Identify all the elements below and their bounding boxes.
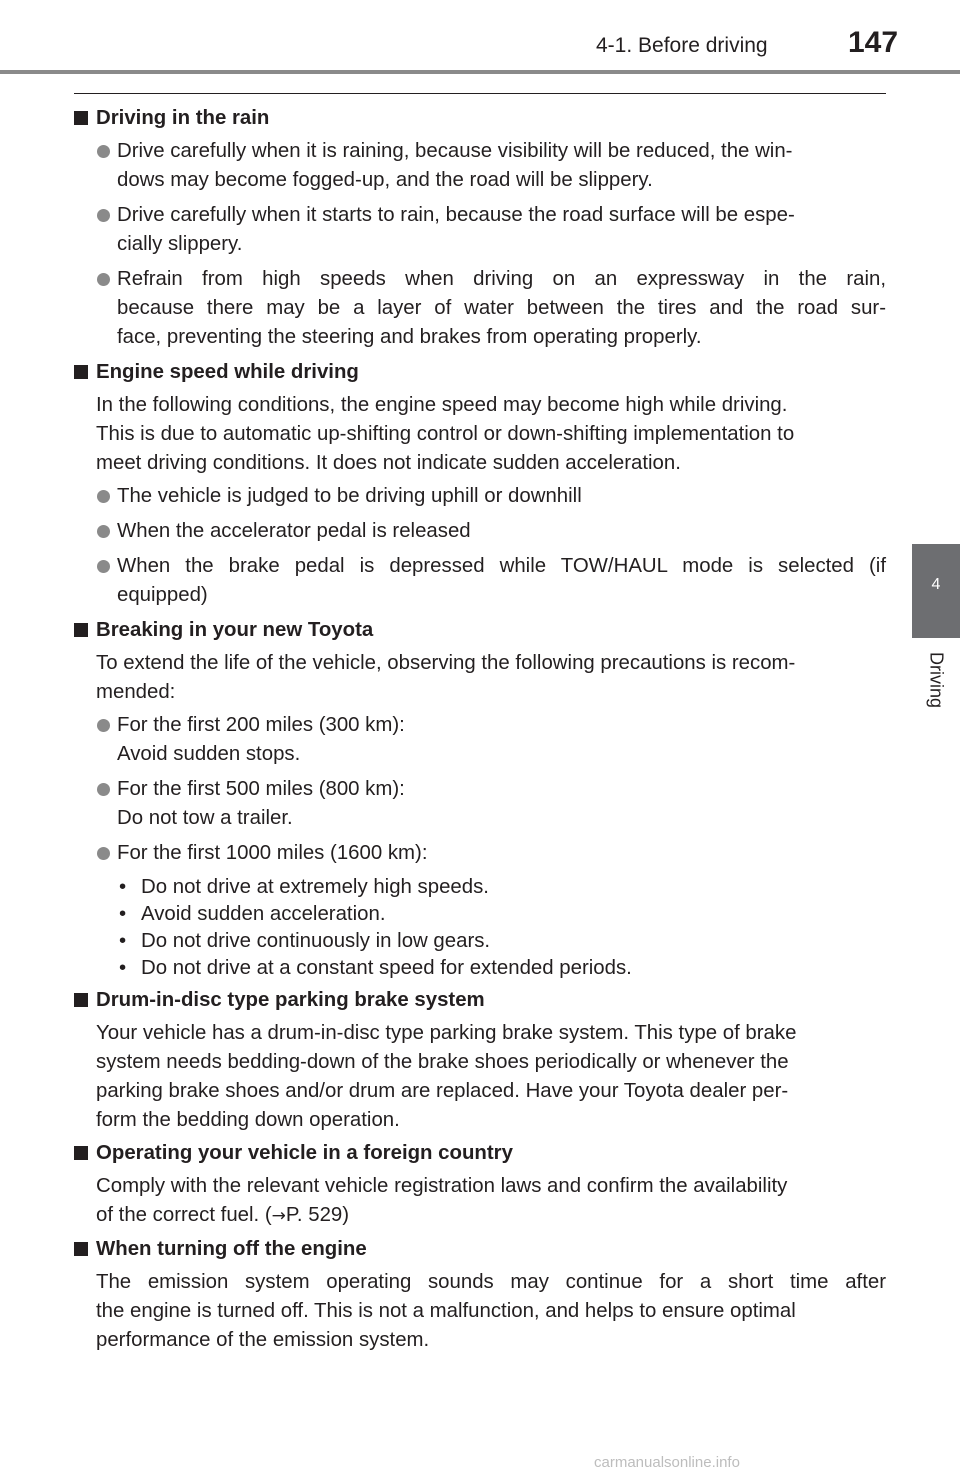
- bullet-item: [96, 265, 886, 352]
- section-paragraph: [96, 1268, 886, 1355]
- header-rule: [0, 70, 960, 74]
- chapter-label: Driving: [926, 651, 947, 709]
- page-content: [74, 104, 886, 1359]
- circle-bullet-icon: [97, 719, 110, 732]
- heading-text: Driving in the rain: [96, 107, 270, 129]
- paragraph-line: In the following conditions, the engine speed may become high while driving.: [96, 394, 788, 416]
- bullet-text-line: For the first 500 miles (800 km):: [117, 778, 405, 800]
- chapter-number: 4: [931, 576, 941, 593]
- header-section-title: 4-1. Before driving: [596, 34, 768, 57]
- section-heading: [74, 1139, 886, 1168]
- section-breaking-in: [74, 616, 886, 982]
- sub-list-item: • Do not drive at a constant speed for extended periods.: [117, 955, 886, 982]
- bullet-text-line: When the accelerator pedal is released: [117, 520, 471, 542]
- square-bullet-icon: [74, 1146, 88, 1160]
- paragraph-line: performance of the emission system.: [96, 1329, 430, 1351]
- heading-text: Operating your vehicle in a foreign country: [96, 1142, 513, 1164]
- bullet-text-line: Do not tow a trailer.: [117, 807, 293, 829]
- section-foreign-country: [74, 1139, 886, 1231]
- bullet-item: [96, 775, 886, 833]
- page-number: 147: [848, 26, 899, 59]
- paragraph-line: form the bedding down operation.: [96, 1109, 400, 1131]
- section-heading: [74, 358, 886, 387]
- section-paragraph: [96, 1172, 886, 1231]
- bullet-text-line: because there may be a layer of water between the tires and the road sur-: [117, 297, 886, 319]
- bullet-text-line: Drive carefully when it is raining, because visibility will be reduced, the win-: [117, 140, 793, 162]
- heading-text: Drum-in-disc type parking brake system: [96, 989, 485, 1011]
- section-heading: [74, 986, 886, 1015]
- bullet-text-line: When the brake pedal is depressed while TOW/HAUL mode is selected (if: [117, 555, 886, 577]
- heading-text: Breaking in your new Toyota: [96, 619, 374, 641]
- bullet-text-line: For the first 1000 miles (1600 km):: [117, 842, 428, 864]
- watermark: carmanualsonline.info: [594, 1454, 740, 1471]
- bullet-text-line: dows may become fogged-up, and the road will be slippery.: [117, 169, 653, 191]
- bullet-text-line: For the first 200 miles (300 km):: [117, 714, 405, 736]
- square-bullet-icon: [74, 365, 88, 379]
- circle-bullet-icon: [97, 847, 110, 860]
- paragraph-line: system needs bedding-down of the brake shoes periodically or whenever the: [96, 1051, 789, 1073]
- section-heading: [74, 616, 886, 645]
- heading-text: Engine speed while driving: [96, 361, 359, 383]
- paragraph-line: [96, 1201, 886, 1231]
- paragraph-line: meet driving conditions. It does not indicate sudden acceleration.: [96, 452, 681, 474]
- sub-list-item: • Avoid sudden acceleration.: [117, 901, 886, 928]
- bullet-item: [96, 137, 886, 195]
- circle-bullet-icon: [97, 273, 110, 286]
- paragraph-line: Comply with the relevant vehicle registration laws and confirm the availability: [96, 1175, 788, 1197]
- section-paragraph: [96, 391, 886, 478]
- paragraph-line: Your vehicle has a drum-in-disc type parking brake system. This type of brake: [96, 1022, 797, 1044]
- paragraph-line: mended:: [96, 681, 176, 703]
- circle-bullet-icon: [97, 783, 110, 796]
- section-turning-off-engine: [74, 1235, 886, 1355]
- bullet-item: [96, 839, 886, 868]
- bullet-item: [96, 517, 886, 546]
- chapter-tab: [912, 544, 960, 638]
- bullet-text-line: equipped): [117, 584, 208, 606]
- circle-bullet-icon: [97, 490, 110, 503]
- section-paragraph: [96, 1019, 886, 1135]
- section-engine-speed: [74, 358, 886, 610]
- square-bullet-icon: [74, 623, 88, 637]
- section-driving-in-rain: [74, 104, 886, 352]
- paragraph-text: of the correct fuel. (: [96, 1204, 272, 1226]
- section-drum-in-disc: [74, 986, 886, 1135]
- square-bullet-icon: [74, 111, 88, 125]
- sub-list-item: • Do not drive at extremely high speeds.: [117, 874, 886, 901]
- bullet-item: [96, 711, 886, 769]
- paragraph-line: To extend the life of the vehicle, observing the following precautions is recom-: [96, 652, 796, 674]
- bullet-text-line: cially slippery.: [117, 233, 243, 255]
- heading-text: When turning off the engine: [96, 1238, 367, 1260]
- square-bullet-icon: [74, 993, 88, 1007]
- paragraph-text: ): [342, 1204, 350, 1226]
- paragraph-line: parking brake shoes and/or drum are replaced. Have your Toyota dealer per-: [96, 1080, 789, 1102]
- circle-bullet-icon: [97, 209, 110, 222]
- bullet-item: [96, 201, 886, 259]
- paragraph-line: This is due to automatic up-shifting control or down-shifting implementation to: [96, 423, 795, 445]
- sub-list-item: • Do not drive continuously in low gears.: [117, 928, 886, 955]
- section-paragraph: [96, 649, 886, 707]
- bullet-text-line: Refrain from high speeds when driving on an expressway in the rain,: [117, 268, 886, 290]
- circle-bullet-icon: [97, 145, 110, 158]
- circle-bullet-icon: [97, 560, 110, 573]
- sub-list: [117, 874, 886, 982]
- paragraph-line: the engine is turned off. This is not a malfunction, and helps to ensure optimal: [96, 1300, 796, 1322]
- bullet-item: [96, 482, 886, 511]
- circle-bullet-icon: [97, 525, 110, 538]
- content-top-rule: [74, 93, 886, 94]
- bullet-text-line: The vehicle is judged to be driving uphill or downhill: [117, 485, 582, 507]
- paragraph-line: The emission system operating sounds may continue for a short time after: [96, 1271, 886, 1293]
- square-bullet-icon: [74, 1242, 88, 1256]
- bullet-text-line: face, preventing the steering and brakes from operating properly.: [117, 326, 702, 348]
- bullet-text-line: Drive carefully when it starts to rain, because the road surface will be espe-: [117, 204, 795, 226]
- bullet-item: [96, 552, 886, 610]
- arrow-right-icon: →: [271, 1206, 286, 1226]
- bullet-text-line: Avoid sudden stops.: [117, 743, 301, 765]
- section-heading: [74, 1235, 886, 1264]
- page-reference-link[interactable]: P. 529: [285, 1204, 343, 1226]
- section-heading: [74, 104, 886, 133]
